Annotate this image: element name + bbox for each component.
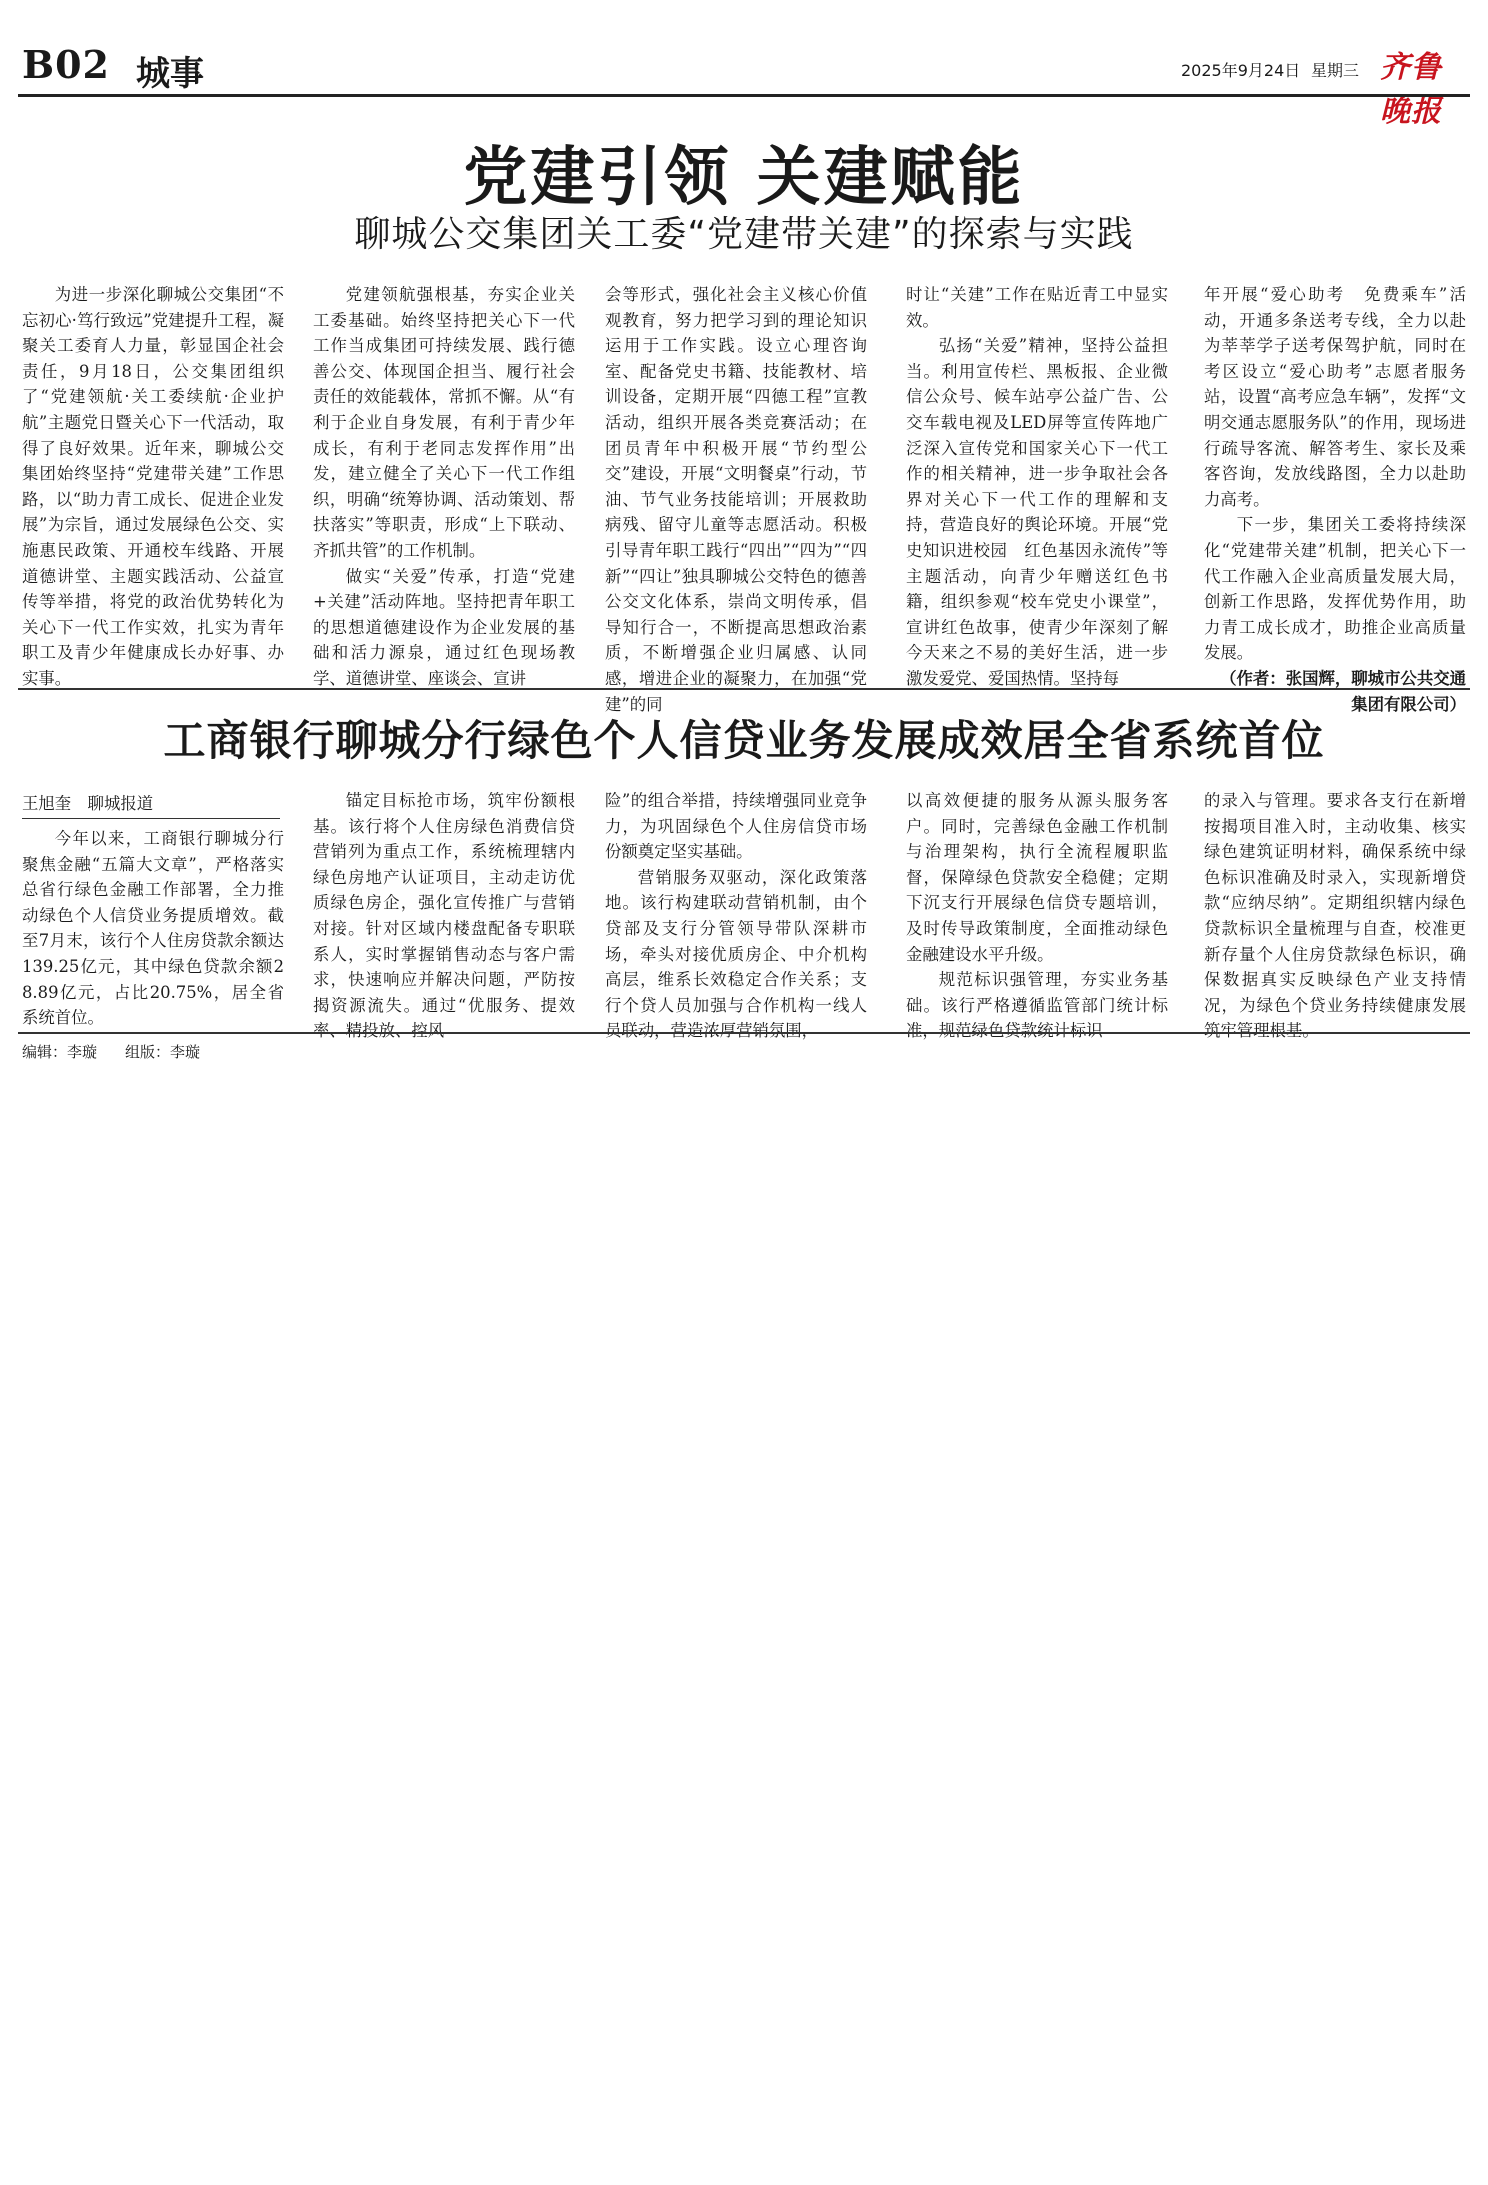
paragraph: 时让“关建”工作在贴近青工中显实效。 <box>906 285 1168 330</box>
layout-credit: 组版：李璇 <box>125 1043 201 1061</box>
paragraph: 会等形式，强化社会主义核心价值观教育，努力把学习到的理论知识运用于工作实践。设立心理咨询室、配备党史书籍、技能教材、培训设备，定期开展“四德工程”宣教活动，组织开展各类竞赛活动；在团员青年中积极开展“节约型公交”建设，开展“文明餐桌”行动，节油、节气业务技能培训；开展救助病残、留守儿童等志愿活动。积极引导青年职工践行“四出”“四为”“四新”“四让”独具聊城公交特色的德善公交文化体系，崇尚文明传承，倡导知行合一，不断提高思想政治素质，不断增强企业归属感、认同感，增进企业的凝聚力，在加强“党建”的同 <box>605 285 867 714</box>
article1-title: 党建引领 关建赋能 <box>463 140 1025 215</box>
article2-column-2 <box>313 788 575 1044</box>
section-name: 城事 <box>136 54 204 94</box>
paragraph: 弘扬“关爱”精神，坚持公益担当。利用宣传栏、黑板报、企业微信公众号、候车站亭公益广告、公交车载电视及LED屏等宣传阵地广泛深入宣传党和国家关心下一代工作的相关精神，进一步争取社会各界对关心下一代工作的理解和支持，营造良好的舆论环境。开展“党史知识进校园 红色基因永流传”等主题活动，向青少年赠送红色书籍，组织参观“校车党史小课堂”，宣讲红色故事，使青少年深刻了解今天来之不易的美好生活，进一步激发爱党、爱国热情。坚持每 <box>906 336 1168 688</box>
paragraph: 年开展“爱心助考 免费乘车”活动，开通多条送考专线，全力以赴为莘莘学子送考保驾护航，同时在考区设立“爱心助考”志愿者服务站，设置“高考应急车辆”，发挥“文明交通志愿服务队”的作用，现场进行疏导客流、解答考生、家长及乘客咨询，发放线路图，全力以赴助力高考。 <box>1204 285 1466 509</box>
page-header <box>18 38 1470 129</box>
article1-column-1 <box>22 282 284 692</box>
article-divider <box>18 688 1470 690</box>
paragraph: 为进一步深化聊城公交集团“不忘初心·笃行致远”党建提升工程，凝聚关工委育人力量，彰显国企社会责任，9月18日，公交集团组织了“党建领航·关工委续航·企业护航”主题党日暨关心下一代活动，取得了良好效果。近年来，聊城公交集团始终坚持“党建带关建”工作思路，以“助力青工成长、促进企业发展”为宗旨，通过发展绿色公交、实施惠民政策、开通校车线路、开展道德讲堂、主题实践活动、公益宣传等举措，将党的政治优势转化为关心下一代工作实效，扎实为青年职工及青少年健康成长办好事、办实事。 <box>22 285 284 688</box>
article2-title: 工商银行聊城分行绿色个人信贷业务发展成效居全省系统首位 <box>163 716 1325 765</box>
article2-column-5 <box>1204 788 1466 1044</box>
publication-date: 2025年9月24日 <box>1181 61 1301 80</box>
paragraph: 规范标识强管理，夯实业务基础。该行严格遵循监管部门统计标准，规范绿色贷款统计标识 <box>906 970 1168 1041</box>
footer-divider <box>18 1032 1470 1034</box>
paragraph: 营销服务双驱动，深化政策落地。该行构建联动营销机制，由个贷部及支行分管领导带队深耕市场，牵头对接优质房企、中介机构高层，维系长效稳定合作关系；支行个贷人员加强与合作机构一线人员联动，营造浓厚营销氛围， <box>605 867 867 1041</box>
article1-column-5 <box>1204 282 1466 717</box>
article1-byline: （作者：张国辉，聊城市公共交通集团有限公司） <box>1220 668 1466 714</box>
paragraph: 党建领航强根基，夯实企业关工委基础。始终坚持把关心下一代工作当成集团可持续发展、践行德善公交、体现国企担当、履行社会责任的效能载体，常抓不懈。从“有利于企业自身发展，有利于青少年成长，有利于老同志发挥作用”出发，建立健全了关心下一代工作组织，明确“统筹协调、活动策划、帮扶落实”等职责，形成“上下联动、齐抓共管”的工作机制。 <box>313 285 575 560</box>
header-divider <box>18 94 1470 97</box>
newspaper-masthead-logo: 齐鲁晚报 <box>1380 50 1442 129</box>
page-footer <box>22 1041 200 1062</box>
article1-subtitle: 聊城公交集团关工委“党建带关建”的探索与实践 <box>354 214 1134 255</box>
editor-credit: 编辑：李璇 <box>22 1043 98 1061</box>
article1-column-4 <box>906 282 1168 692</box>
paragraph: 的录入与管理。要求各支行在新增按揭项目准入时，主动收集、核实绿色建筑证明材料，确保系统中绿色标识准确及时录入，实现新增贷款“应纳尽纳”。定期组织辖内绿色贷款标识全量梳理与自查，校准更新存量个人住房贷款绿色标识，确保数据真实反映绿色产业支持情况，为绿色个贷业务持续健康发展筑牢管理根基。 <box>1204 791 1466 1041</box>
paragraph: 今年以来，工商银行聊城分行聚焦金融“五篇大文章”，严格落实总省行绿色金融工作部署，全力推动绿色个人信贷业务提质增效。截至7月末，该行个人住房贷款余额达139.25亿元，其中绿色贷款余额28.89亿元，占比20.75%，居全省系统首位。 <box>22 829 284 1028</box>
paragraph: 锚定目标抢市场，筑牢份额根基。该行将个人住房绿色消费信贷营销列为重点工作，系统梳理辖内绿色房地产认证项目，主动走访优质绿色房企，强化宣传推广与营销对接。针对区域内楼盘配备专职联系人，实时掌握销售动态与客户需求，快速响应并解决问题，严防按揭资源流失。通过“优服务、提效率、精投放、控风 <box>313 791 575 1041</box>
article1-column-3 <box>605 282 867 717</box>
article2-column-3 <box>605 788 867 1044</box>
article1-column-2 <box>313 282 575 692</box>
paragraph: 险”的组合举措，持续增强同业竞争力，为巩固绿色个人住房信贷市场份额奠定坚实基础。 <box>605 791 867 862</box>
weekday: 星期三 <box>1311 61 1360 80</box>
paragraph: 下一步，集团关工委将持续深化“党建带关建”机制，把关心下一代工作融入企业高质量发展大局，创新工作思路，发挥优势作用，助力青工成长成才，助推企业高质量发展。 <box>1204 515 1466 663</box>
page-code: B02 <box>22 42 110 87</box>
article2-reporter: 王旭奎 聊城报道 <box>22 790 280 819</box>
article2-column-1 <box>22 826 284 1031</box>
paragraph: 做实“关爱”传承，打造“党建+关建”活动阵地。坚持把青年职工的思想道德建设作为企业发展的基础和活力源泉，通过红色现场教学、道德讲堂、座谈会、宣讲 <box>313 566 575 688</box>
paragraph: 以高效便捷的服务从源头服务客户。同时，完善绿色金融工作机制与治理架构，执行全流程履职监督，保障绿色贷款安全稳健；定期下沉支行开展绿色信贷专题培训，及时传导政策制度，全面推动绿色金融建设水平升级。 <box>906 791 1168 964</box>
article2-column-4 <box>906 788 1168 1044</box>
